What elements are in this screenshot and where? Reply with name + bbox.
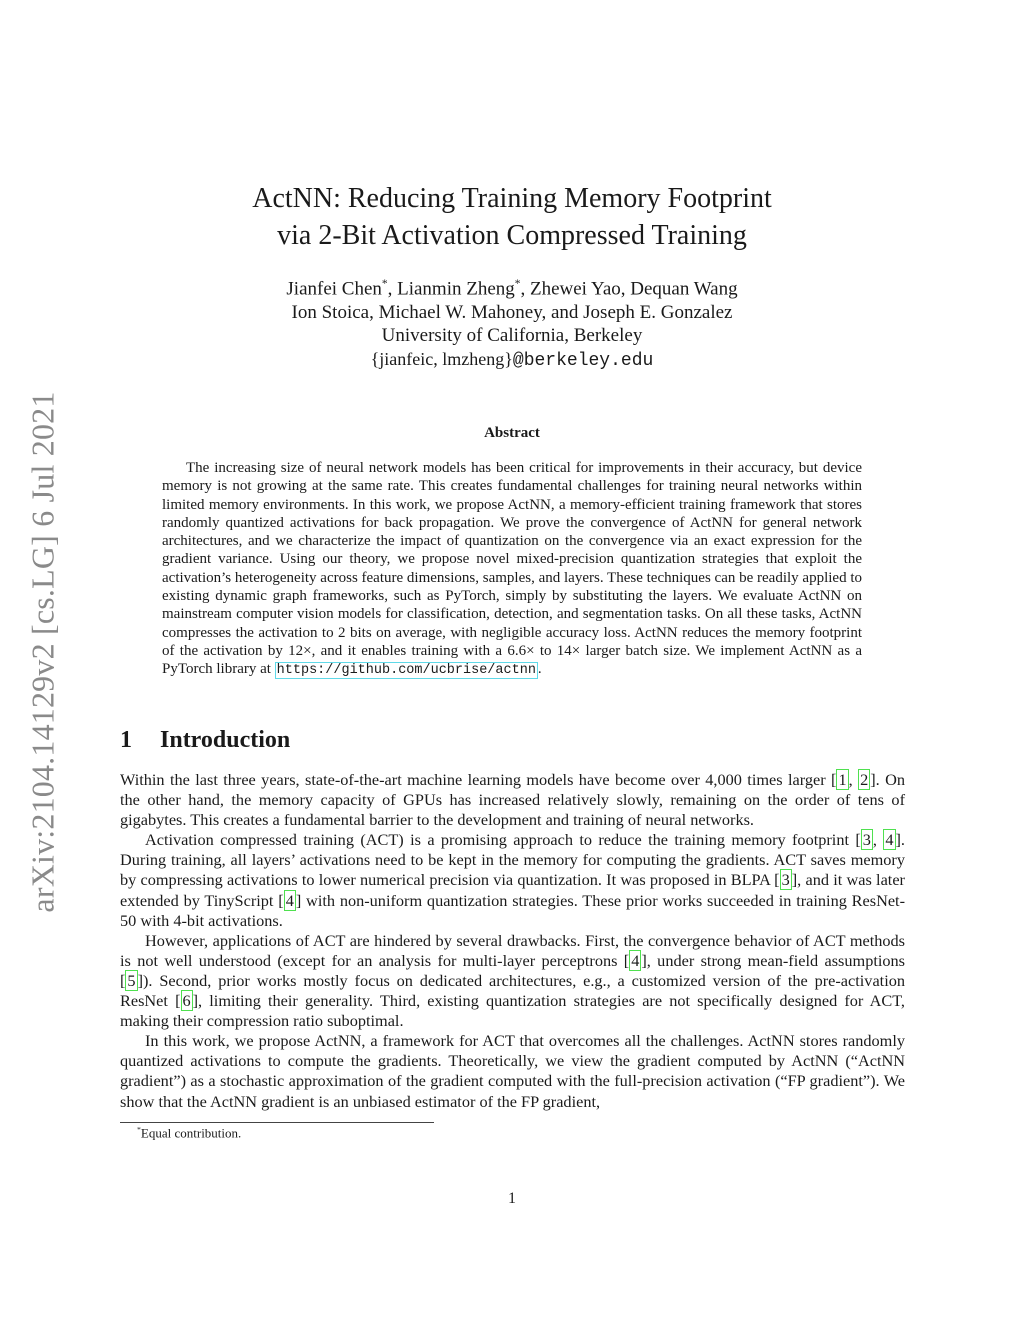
text-run: ] with non-uniform quantization strategies. These prior works succeeded in training ResNet-50 with 4-bit activations. xyxy=(120,890,906,930)
authors-block xyxy=(0,273,1024,373)
email-domain: @berkeley.edu xyxy=(512,350,654,371)
title-line-1: ActNN: Reducing Training Memory Footprint xyxy=(252,183,772,214)
author-names: , Zhewei Yao, Dequan Wang xyxy=(520,278,738,300)
section-heading-introduction xyxy=(120,727,290,754)
equal-contribution-mark: * xyxy=(514,278,521,290)
arxiv-stamp: arXiv:2104.14129v2 [cs.LG] 6 Jul 2021 xyxy=(24,391,61,913)
section-title: Introduction xyxy=(160,727,291,753)
paragraph-2 xyxy=(120,830,905,930)
citation-link[interactable]: 3 xyxy=(862,830,871,850)
text-run: , xyxy=(872,830,884,850)
citation-link[interactable]: 1 xyxy=(838,770,847,789)
footnote-text: Equal contribution. xyxy=(140,1125,242,1141)
paragraph-1 xyxy=(120,770,905,830)
text-run: Activation compressed training (ACT) is a promising approach to reduce the training memory footprint [ xyxy=(145,830,861,850)
page-number: 1 xyxy=(508,1190,516,1207)
author-name: Jianfei Chen xyxy=(286,278,382,300)
text-run: ]. On the other hand, the memory capacity of GPUs has increased relatively slowly, remaining on the order of tens of gigabytes. This creates a fundamental barrier to the development and training of neural networks. xyxy=(120,770,905,830)
paper-title xyxy=(0,180,1024,254)
abstract-text: The increasing size of neural network models has been critical for improvements in their accuracy, but device memory is not growing at the same rate. This creates fundamental challenges for training neural networks within limited memory environments. In this work, we propose ActNN, a memory-efficient training framework that stores randomly quantized activations for back propagation. We prove the convergence of ActNN for general network architectures, and we characterize the impact of quantization on the convergence via an exact expression for the gradient variance. Using our theory, we propose novel mixed-precision quantization strategies that exploit the activation’s heterogeneity across feature dimensions, samples, and layers. These techniques can be readily applied to existing dynamic graph frameworks, such as PyTorch, simply by substituting the layers. We evaluate ActNN on mainstream computer vision models for classification, detection, and segmentation tasks. On all these tasks, ActNN compresses the activation to 2 bits on average, with negligible accuracy loss. ActNN reduces the memory footprint of the activation by 12×, and it enables training with a 6.6× to 14× larger batch size. We implement ActNN as a PyTorch library at xyxy=(162,460,862,678)
author-name: , Lianmin Zheng xyxy=(387,278,515,300)
github-link[interactable]: https://github.com/ucbrise/actnn xyxy=(276,663,536,679)
citation-link[interactable]: 4 xyxy=(631,950,640,970)
text-run: , xyxy=(848,770,859,789)
email-users: {jianfeic, lmzheng} xyxy=(370,348,513,369)
authors-line-1 xyxy=(0,273,1024,301)
footnote-mark: * xyxy=(137,1125,141,1134)
abstract-heading: Abstract xyxy=(484,425,540,441)
authors-line-2: Ion Stoica, Michael W. Mahoney, and Joseph E. Gonzalez xyxy=(291,301,733,323)
citation-link[interactable]: 2 xyxy=(860,770,869,789)
footnote-rule xyxy=(120,1122,434,1123)
text-run: ]. During training, all layers’ activations need to be kept in the memory for computing the gradients. ACT saves memory by compressing activations to lower numerical precision via quantization. It was proposed in BLPA [ xyxy=(120,830,905,890)
equal-contribution-mark: * xyxy=(381,278,388,290)
text-run: ], limiting their generality. Third, existing quantization strategies are not specifically designed for ACT, making their compression ratio suboptimal. xyxy=(120,991,905,1031)
title-line-2: via 2-Bit Activation Compressed Training xyxy=(277,220,747,251)
paragraph-4: In this work, we propose ActNN, a framework for ACT that overcomes all the challenges. ActNN stores randomly quantized activations to compute the gradients. Theoretically, we view the gradient computed by ActNN (“ActNN gradient”) as a stochastic approximation of the gradient computed with the full-precision activation (“FP gradient”). We show that the ActNN gradient is an unbiased estimator of the FP gradient, xyxy=(120,1031,905,1111)
text-run: ]). Second, prior works mostly focus on dedicated architectures, e.g., a customized version of the pre-activation ResNet [ xyxy=(120,970,905,1011)
citation-link[interactable]: 3 xyxy=(781,870,790,890)
affiliation: University of California, Berkeley xyxy=(381,325,643,347)
citation-link[interactable]: 6 xyxy=(182,991,191,1011)
section-number: 1 xyxy=(120,727,132,753)
citation-link[interactable]: 4 xyxy=(285,890,294,910)
text-run: ], and it was later extended by TinyScript [ xyxy=(120,870,905,910)
text-run: Within the last three years, state-of-the-art machine learning models have become over 4,000 times larger [ xyxy=(120,770,837,789)
citation-link[interactable]: 4 xyxy=(885,830,894,850)
footnote xyxy=(137,1125,241,1141)
abstract-end: . xyxy=(537,661,542,678)
text-run: ], under strong mean-field assumptions [ xyxy=(120,950,905,990)
citation-link[interactable]: 5 xyxy=(127,970,136,990)
introduction-body xyxy=(120,770,905,1112)
text-run: However, applications of ACT are hindered by several drawbacks. First, the convergence behavior of ACT methods is not well understood (except for an analysis for multi-layer perceptrons [ xyxy=(120,930,905,970)
abstract-body xyxy=(162,459,862,681)
author-emails xyxy=(0,348,1024,374)
paragraph-3 xyxy=(120,931,905,1031)
